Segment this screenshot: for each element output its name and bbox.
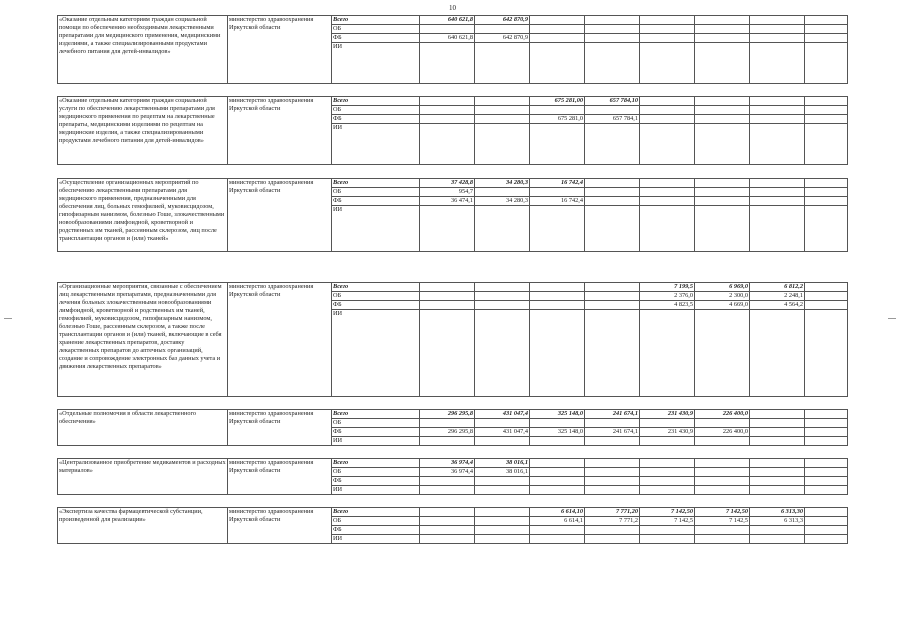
amount-cell: 675 281,0 — [530, 115, 585, 124]
amount-cell — [640, 419, 695, 428]
amount-cell — [475, 124, 530, 165]
amount-cell — [530, 34, 585, 43]
amount-cell: 7 142,5 — [695, 517, 750, 526]
amount-cell — [750, 477, 805, 486]
amount-cell — [530, 535, 585, 544]
amount-cell — [530, 419, 585, 428]
amount-cell — [640, 43, 695, 84]
amount-cell — [750, 428, 805, 437]
amount-cell — [805, 517, 848, 526]
table-row — [58, 459, 848, 468]
amount-cell — [475, 437, 530, 446]
amount-cell: 954,7 — [420, 188, 475, 197]
amount-cell — [585, 437, 640, 446]
amount-cell — [805, 477, 848, 486]
amount-cell — [475, 508, 530, 517]
amount-cell: 657 784,1 — [585, 115, 640, 124]
block-spacer — [58, 84, 848, 97]
amount-cell — [420, 535, 475, 544]
responsible-organization: министерство здравоохранения Иркутской области — [228, 459, 332, 495]
block-spacer — [58, 495, 848, 508]
amount-cell — [585, 477, 640, 486]
amount-cell — [475, 419, 530, 428]
responsible-organization: министерство здравоохранения Иркутской области — [228, 410, 332, 446]
amount-cell — [640, 437, 695, 446]
amount-cell — [805, 179, 848, 188]
amount-cell — [475, 188, 530, 197]
amount-cell: 657 784,10 — [585, 97, 640, 106]
amount-cell — [530, 124, 585, 165]
funding-source: ОБ — [332, 106, 420, 115]
amount-cell: 431 047,4 — [475, 410, 530, 419]
amount-cell — [805, 535, 848, 544]
amount-cell — [420, 292, 475, 301]
amount-cell — [475, 106, 530, 115]
amount-cell — [475, 115, 530, 124]
amount-cell — [530, 310, 585, 397]
amount-cell — [585, 43, 640, 84]
amount-cell — [695, 535, 750, 544]
spacer-cell — [58, 165, 848, 179]
amount-cell — [475, 526, 530, 535]
funding-source: ИИ — [332, 124, 420, 165]
amount-cell: 36 474,1 — [420, 197, 475, 206]
amount-cell — [585, 301, 640, 310]
amount-cell — [420, 115, 475, 124]
block-spacer — [58, 165, 848, 179]
amount-cell — [750, 179, 805, 188]
spacer-cell — [58, 397, 848, 410]
amount-cell: 7 771,2 — [585, 517, 640, 526]
amount-cell — [530, 25, 585, 34]
funding-source: ФБ — [332, 301, 420, 310]
spacer-cell — [58, 495, 848, 508]
amount-cell: 2 376,0 — [640, 292, 695, 301]
amount-cell: 38 016,1 — [475, 459, 530, 468]
amount-cell — [805, 410, 848, 419]
funding-source: ОБ — [332, 292, 420, 301]
amount-cell — [530, 206, 585, 252]
amount-cell — [805, 310, 848, 397]
funding-source: Всего — [332, 16, 420, 25]
amount-cell: 675 281,00 — [530, 97, 585, 106]
amount-cell — [585, 535, 640, 544]
amount-cell — [420, 486, 475, 495]
amount-cell — [475, 301, 530, 310]
amount-cell: 6 812,2 — [750, 283, 805, 292]
amount-cell: 7 142,50 — [695, 508, 750, 517]
amount-cell — [695, 197, 750, 206]
amount-cell — [805, 459, 848, 468]
amount-cell — [530, 16, 585, 25]
amount-cell — [420, 437, 475, 446]
amount-cell — [585, 206, 640, 252]
amount-cell — [640, 188, 695, 197]
amount-cell — [750, 16, 805, 25]
funding-source: ФБ — [332, 197, 420, 206]
amount-cell: 7 199,5 — [640, 283, 695, 292]
amount-cell: 2 248,1 — [750, 292, 805, 301]
table-row — [58, 16, 848, 25]
amount-cell — [530, 477, 585, 486]
amount-cell — [640, 459, 695, 468]
budget-table — [57, 15, 848, 544]
amount-cell — [585, 106, 640, 115]
amount-cell — [695, 437, 750, 446]
spacer-cell — [58, 446, 848, 459]
amount-cell: 226 400,0 — [695, 410, 750, 419]
program-description: «Оказание отдельным категориям граждан социальной услуги по обеспечению лекарственными препаратами для медицинского применения по рецептам на лекарственные препараты, медицинскими изделиями по рецептам на медицинские изделия, а также специализированными продуктами лечебного питания для детей-инвалидов» — [58, 97, 228, 165]
program-description: «Организационные мероприятия, связанные с обеспечением лиц лекарственными препаратами, предназначенными для лечения больных злокачественными новообразованиями лимфоидной, кроветворной и родственных им тканей, гемофилией, муковисцидозом, гипофизарным нанизмом, болезнью Гоше, рассеянным склерозом, а также после трансплантации органов и (или) тканей, включающие в себя хранение лекарственных препаратов, доставку лекарственных препаратов до аптечных организаций, создание и сопровождение электронных баз данных учета и движения лекарственных препаратов» — [58, 283, 228, 397]
table-row — [58, 179, 848, 188]
amount-cell — [530, 43, 585, 84]
responsible-organization: министерство здравоохранения Иркутской области — [228, 179, 332, 252]
funding-source: ОБ — [332, 468, 420, 477]
amount-cell — [640, 486, 695, 495]
table-row — [58, 410, 848, 419]
amount-cell — [585, 459, 640, 468]
amount-cell — [750, 437, 805, 446]
funding-source: Всего — [332, 179, 420, 188]
amount-cell — [530, 526, 585, 535]
amount-cell — [640, 526, 695, 535]
amount-cell — [530, 468, 585, 477]
spacer-cell — [58, 252, 848, 283]
amount-cell — [640, 179, 695, 188]
amount-cell — [750, 34, 805, 43]
amount-cell — [695, 179, 750, 188]
amount-cell — [475, 517, 530, 526]
amount-cell — [585, 188, 640, 197]
spacer-cell — [58, 84, 848, 97]
amount-cell — [695, 115, 750, 124]
amount-cell — [805, 283, 848, 292]
amount-cell — [420, 206, 475, 252]
amount-cell: 325 148,0 — [530, 410, 585, 419]
block-spacer — [58, 252, 848, 283]
funding-source: ИИ — [332, 535, 420, 544]
amount-cell: 6 969,0 — [695, 283, 750, 292]
table-row — [58, 508, 848, 517]
table-row — [58, 97, 848, 106]
amount-cell — [695, 188, 750, 197]
amount-cell — [420, 310, 475, 397]
amount-cell: 4 669,0 — [695, 301, 750, 310]
amount-cell — [475, 535, 530, 544]
amount-cell — [750, 25, 805, 34]
table-row — [58, 283, 848, 292]
amount-cell: 16 742,4 — [530, 197, 585, 206]
amount-cell — [640, 34, 695, 43]
amount-cell — [750, 468, 805, 477]
funding-source: ОБ — [332, 419, 420, 428]
program-description: «Осуществление организационных мероприятий по обеспечению лекарственными препаратами для медицинского применения, предназначенными для обеспечения лиц, больных гемофилией, муковисцидозом, гипофизарным нанизмом, болезнью Гоше, злокачественными новообразованиями лимфоидной, кроветворной и родственных им тканей, рассеянным склерозом, лиц после трансплантации органов и (или) тканей» — [58, 179, 228, 252]
amount-cell: 231 430,9 — [640, 410, 695, 419]
amount-cell — [530, 106, 585, 115]
amount-cell — [640, 97, 695, 106]
budget-table-sheet — [57, 15, 847, 544]
amount-cell — [585, 283, 640, 292]
amount-cell: 7 771,20 — [585, 508, 640, 517]
amount-cell — [420, 97, 475, 106]
amount-cell — [805, 468, 848, 477]
funding-source: ИИ — [332, 310, 420, 397]
amount-cell — [805, 486, 848, 495]
amount-cell — [640, 477, 695, 486]
amount-cell — [585, 468, 640, 477]
amount-cell — [420, 106, 475, 115]
funding-source: Всего — [332, 459, 420, 468]
amount-cell — [585, 486, 640, 495]
amount-cell: 38 016,1 — [475, 468, 530, 477]
amount-cell — [750, 43, 805, 84]
amount-cell — [750, 97, 805, 106]
amount-cell — [640, 124, 695, 165]
amount-cell — [750, 124, 805, 165]
amount-cell — [475, 486, 530, 495]
page-number: 10 — [449, 4, 456, 12]
amount-cell: 642 870,9 — [475, 16, 530, 25]
amount-cell — [585, 34, 640, 43]
amount-cell: 37 428,8 — [420, 179, 475, 188]
amount-cell — [640, 535, 695, 544]
amount-cell: 6 614,10 — [530, 508, 585, 517]
amount-cell — [805, 97, 848, 106]
amount-cell — [585, 179, 640, 188]
amount-cell: 6 313,30 — [750, 508, 805, 517]
amount-cell — [805, 301, 848, 310]
amount-cell — [640, 16, 695, 25]
amount-cell — [750, 535, 805, 544]
amount-cell — [695, 477, 750, 486]
amount-cell — [530, 292, 585, 301]
amount-cell: 325 148,0 — [530, 428, 585, 437]
scan-mark-left — [4, 318, 12, 319]
amount-cell — [585, 310, 640, 397]
amount-cell — [750, 526, 805, 535]
amount-cell — [640, 310, 695, 397]
amount-cell — [530, 486, 585, 495]
amount-cell — [750, 419, 805, 428]
amount-cell — [475, 25, 530, 34]
amount-cell — [585, 25, 640, 34]
amount-cell: 431 047,4 — [475, 428, 530, 437]
amount-cell — [530, 437, 585, 446]
funding-source: ОБ — [332, 517, 420, 526]
amount-cell — [585, 292, 640, 301]
amount-cell — [695, 310, 750, 397]
amount-cell: 226 400,0 — [695, 428, 750, 437]
amount-cell — [805, 25, 848, 34]
amount-cell: 36 974,4 — [420, 459, 475, 468]
block-spacer — [58, 446, 848, 459]
amount-cell — [805, 106, 848, 115]
budget-table-body — [58, 16, 848, 544]
funding-source: Всего — [332, 508, 420, 517]
amount-cell: 296 295,8 — [420, 428, 475, 437]
amount-cell: 16 742,4 — [530, 179, 585, 188]
funding-source: ОБ — [332, 188, 420, 197]
amount-cell — [805, 197, 848, 206]
amount-cell: 2 300,0 — [695, 292, 750, 301]
funding-source: ИИ — [332, 486, 420, 495]
amount-cell — [420, 517, 475, 526]
amount-cell — [805, 419, 848, 428]
amount-cell — [695, 206, 750, 252]
scan-mark-right — [888, 318, 896, 319]
amount-cell — [420, 301, 475, 310]
amount-cell — [475, 477, 530, 486]
block-spacer — [58, 397, 848, 410]
amount-cell — [750, 410, 805, 419]
amount-cell — [750, 115, 805, 124]
amount-cell — [475, 310, 530, 397]
program-description: «Отдельные полномочия в области лекарственного обеспечения» — [58, 410, 228, 446]
amount-cell — [695, 486, 750, 495]
amount-cell — [530, 301, 585, 310]
amount-cell — [805, 428, 848, 437]
funding-source: ИИ — [332, 437, 420, 446]
amount-cell — [695, 419, 750, 428]
amount-cell — [420, 477, 475, 486]
amount-cell — [640, 206, 695, 252]
amount-cell — [585, 419, 640, 428]
funding-source: ФБ — [332, 526, 420, 535]
amount-cell — [640, 197, 695, 206]
amount-cell: 7 142,50 — [640, 508, 695, 517]
responsible-organization: министерство здравоохранения Иркутской области — [228, 283, 332, 397]
amount-cell — [530, 188, 585, 197]
amount-cell — [420, 419, 475, 428]
amount-cell — [805, 16, 848, 25]
amount-cell: 241 674,1 — [585, 428, 640, 437]
amount-cell — [475, 97, 530, 106]
program-description: «Экспертиза качества фармацевтической субстанции, произведенной для реализации» — [58, 508, 228, 544]
amount-cell — [750, 310, 805, 397]
amount-cell — [585, 526, 640, 535]
amount-cell — [805, 43, 848, 84]
amount-cell — [750, 197, 805, 206]
amount-cell: 640 621,8 — [420, 16, 475, 25]
amount-cell — [475, 43, 530, 84]
amount-cell: 4 823,5 — [640, 301, 695, 310]
amount-cell — [805, 34, 848, 43]
amount-cell — [585, 16, 640, 25]
funding-source: Всего — [332, 283, 420, 292]
funding-source: ИИ — [332, 206, 420, 252]
amount-cell — [695, 97, 750, 106]
amount-cell — [640, 106, 695, 115]
responsible-organization: министерство здравоохранения Иркутской области — [228, 97, 332, 165]
amount-cell: 36 974,4 — [420, 468, 475, 477]
program-description: «Централизованное приобретение медикаментов и расходных материалов» — [58, 459, 228, 495]
amount-cell — [475, 292, 530, 301]
amount-cell — [750, 206, 805, 252]
funding-source: ИИ — [332, 43, 420, 84]
amount-cell — [805, 292, 848, 301]
responsible-organization: министерство здравоохранения Иркутской области — [228, 508, 332, 544]
amount-cell — [750, 106, 805, 115]
amount-cell — [530, 459, 585, 468]
amount-cell: 296 295,8 — [420, 410, 475, 419]
amount-cell: 34 280,3 — [475, 179, 530, 188]
amount-cell — [585, 124, 640, 165]
amount-cell: 640 621,8 — [420, 34, 475, 43]
amount-cell — [420, 43, 475, 84]
amount-cell: 7 142,5 — [640, 517, 695, 526]
amount-cell — [585, 197, 640, 206]
amount-cell — [640, 25, 695, 34]
amount-cell — [695, 124, 750, 165]
amount-cell — [420, 25, 475, 34]
funding-source: ФБ — [332, 34, 420, 43]
amount-cell — [695, 34, 750, 43]
amount-cell — [750, 459, 805, 468]
amount-cell — [695, 43, 750, 84]
amount-cell — [420, 124, 475, 165]
amount-cell — [530, 283, 585, 292]
amount-cell: 231 430,9 — [640, 428, 695, 437]
amount-cell — [695, 25, 750, 34]
amount-cell — [420, 508, 475, 517]
funding-source: ФБ — [332, 428, 420, 437]
amount-cell — [640, 115, 695, 124]
amount-cell — [805, 206, 848, 252]
amount-cell: 642 870,9 — [475, 34, 530, 43]
amount-cell — [695, 16, 750, 25]
amount-cell — [475, 206, 530, 252]
funding-source: Всего — [332, 410, 420, 419]
funding-source: ОБ — [332, 25, 420, 34]
amount-cell: 34 280,3 — [475, 197, 530, 206]
amount-cell — [640, 468, 695, 477]
amount-cell — [695, 459, 750, 468]
funding-source: ФБ — [332, 115, 420, 124]
amount-cell: 6 614,1 — [530, 517, 585, 526]
funding-source: ФБ — [332, 477, 420, 486]
amount-cell — [805, 437, 848, 446]
amount-cell — [805, 508, 848, 517]
amount-cell — [695, 468, 750, 477]
amount-cell: 6 313,3 — [750, 517, 805, 526]
amount-cell — [695, 526, 750, 535]
amount-cell — [695, 106, 750, 115]
funding-source: Всего — [332, 97, 420, 106]
amount-cell — [805, 188, 848, 197]
amount-cell — [750, 486, 805, 495]
amount-cell — [805, 124, 848, 165]
amount-cell: 241 674,1 — [585, 410, 640, 419]
program-description: «Оказание отдельным категориям граждан социальной помощи по обеспечению необходимыми лекарственными препаратами для медицинского применения, медицинскими изделиями, а также специализированными продуктами лечебного питания для детей-инвалидов» — [58, 16, 228, 84]
amount-cell — [805, 115, 848, 124]
amount-cell — [420, 526, 475, 535]
responsible-organization: министерство здравоохранения Иркутской области — [228, 16, 332, 84]
amount-cell: 4 564,2 — [750, 301, 805, 310]
amount-cell — [420, 283, 475, 292]
amount-cell — [475, 283, 530, 292]
amount-cell — [805, 526, 848, 535]
amount-cell — [750, 188, 805, 197]
